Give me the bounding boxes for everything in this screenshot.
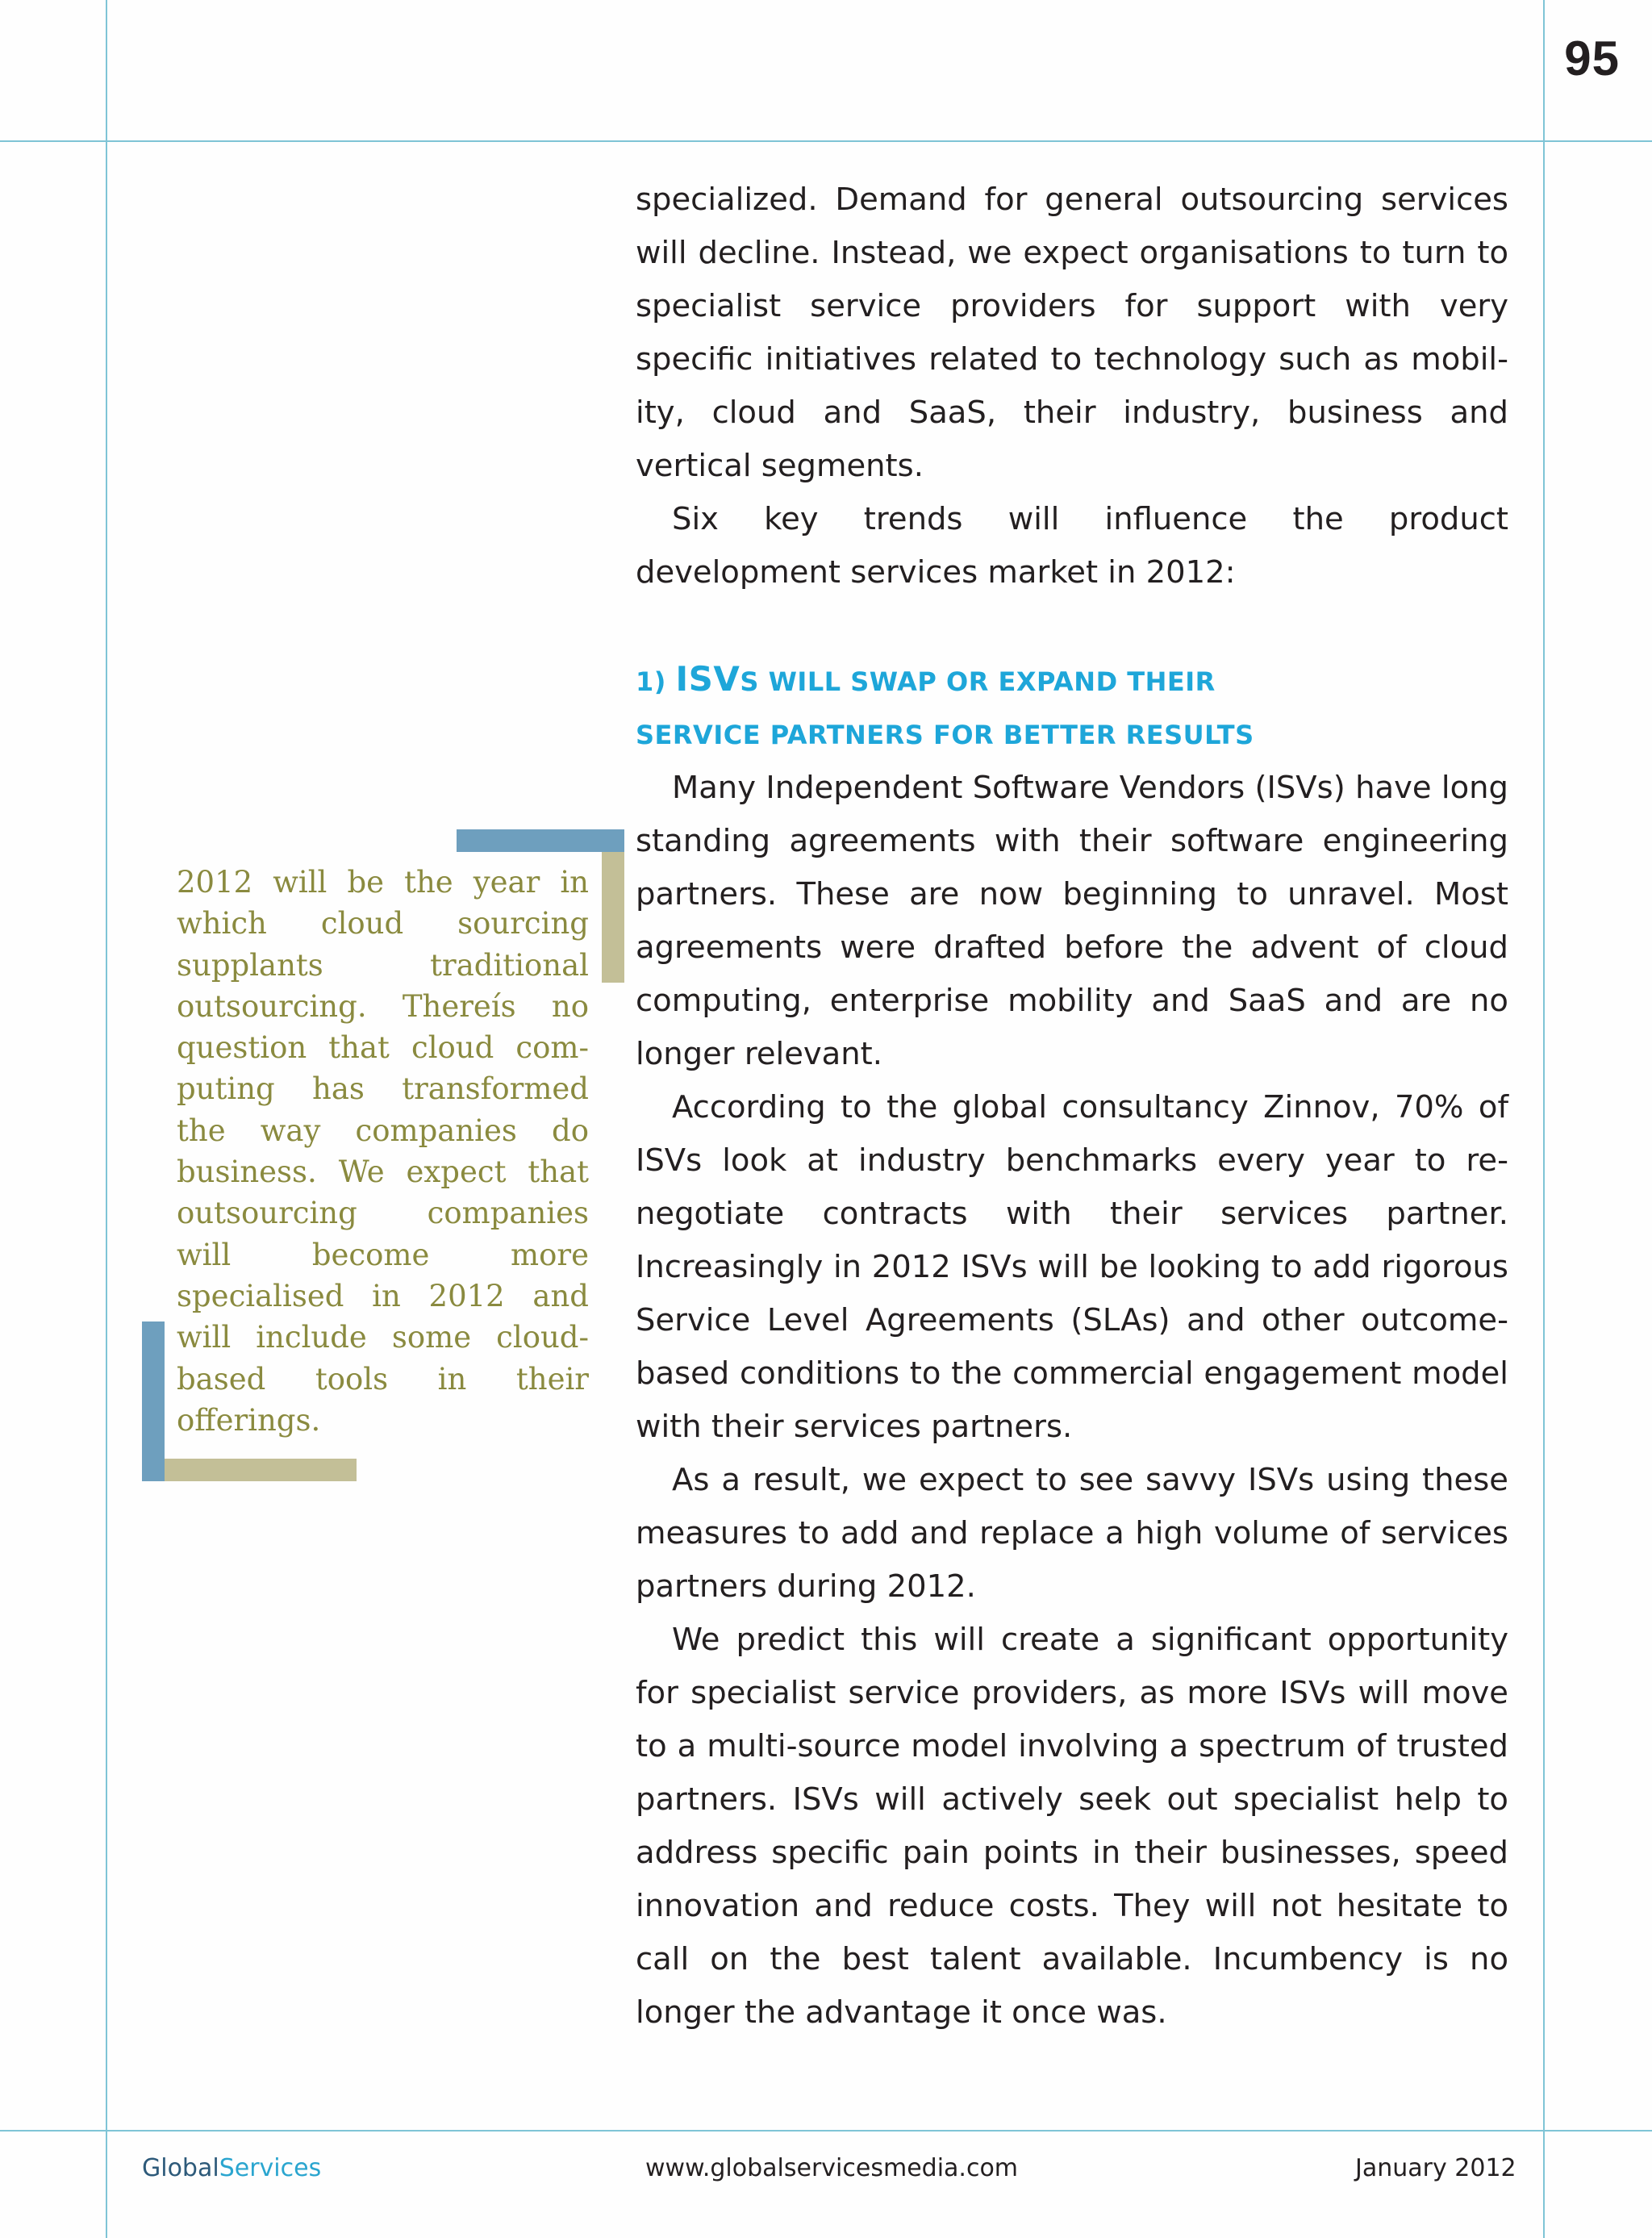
paragraph: Six key trends will influence the product development services market in 2012: (636, 501, 1508, 591)
pullquote-bar-bottom (165, 1459, 357, 1481)
paragraph: As a result, we expect to see savvy ISVs using these measures to add and replace a high volume of services partners during 2012. (636, 1462, 1508, 1605)
footer-brand-services: Services (219, 2154, 322, 2182)
footer-brand-global: Global (142, 2154, 219, 2182)
paragraph: Many Independent Software Vendors (ISVs) have long standing agreements with their software engineering partners. These are now beginning to unravel. Most agreements were drafted before the advent of cloud computing, enterprise mobility and SaaS and are no longer relevant. (636, 770, 1508, 1072)
paragraph: According to the global consultancy Zinnov, 70% of ISVs look at industry benchmarks every year to re-negotiate contracts with their services partner. Increasingly in 2012 ISVs will be looking to add rigorous Service Level Agreements (SLAs) and other outcome-based conditions to the commercial engagement model with their services partners. (636, 1089, 1508, 1445)
pullquote-bar-right (602, 852, 624, 983)
header-rule (0, 140, 1652, 142)
section-isv: ISV (675, 659, 740, 699)
pull-quote: 2012 will be the year in which cloud sourcing supplants traditional outsourcing. Thereís no question that cloud computing has transformed the way companies do business. We expect that outsourcing companies will become more specialised in 2012 and will include some cloud-based tools in their offerings. (177, 865, 589, 1438)
pullquote-bar-top (457, 829, 624, 852)
left-margin-rule (106, 0, 107, 2238)
paragraph: specialized. Demand for general outsourcing services will decline. Instead, we expect organisations to turn to specialist service providers for support with very specific initiatives related to technology such as mobility, cloud and SaaS, their industry, business and vertical segments. (636, 182, 1508, 484)
section-number: 1) (636, 666, 676, 697)
footer-rule (0, 2130, 1652, 2132)
section-heading-line2: SERVICE PARTNERS FOR BETTER RESULTS (636, 720, 1254, 750)
section-heading-line1: S WILL SWAP OR EXPAND THEIR (740, 666, 1216, 697)
page-number: 95 (1564, 31, 1620, 86)
footer-date: January 2012 (1355, 2154, 1516, 2182)
article-body (636, 173, 1508, 2040)
section-heading (636, 653, 1508, 762)
pullquote-bar-left (142, 1322, 165, 1481)
right-margin-rule (1543, 0, 1545, 2238)
footer-url: www.globalservicesmedia.com (645, 2154, 1019, 2182)
footer-brand (142, 2154, 321, 2182)
paragraph: We predict this will create a significant opportunity for specialist service providers, as more ISVs will move to a multi-source model involving a spectrum of trusted partners. ISVs will actively seek out specialist help to address specific pain points in their businesses, speed innovation and reduce costs. They will not hesitate to call on the best talent available. Incumbency is no longer the advantage it once was. (636, 1622, 1508, 2031)
